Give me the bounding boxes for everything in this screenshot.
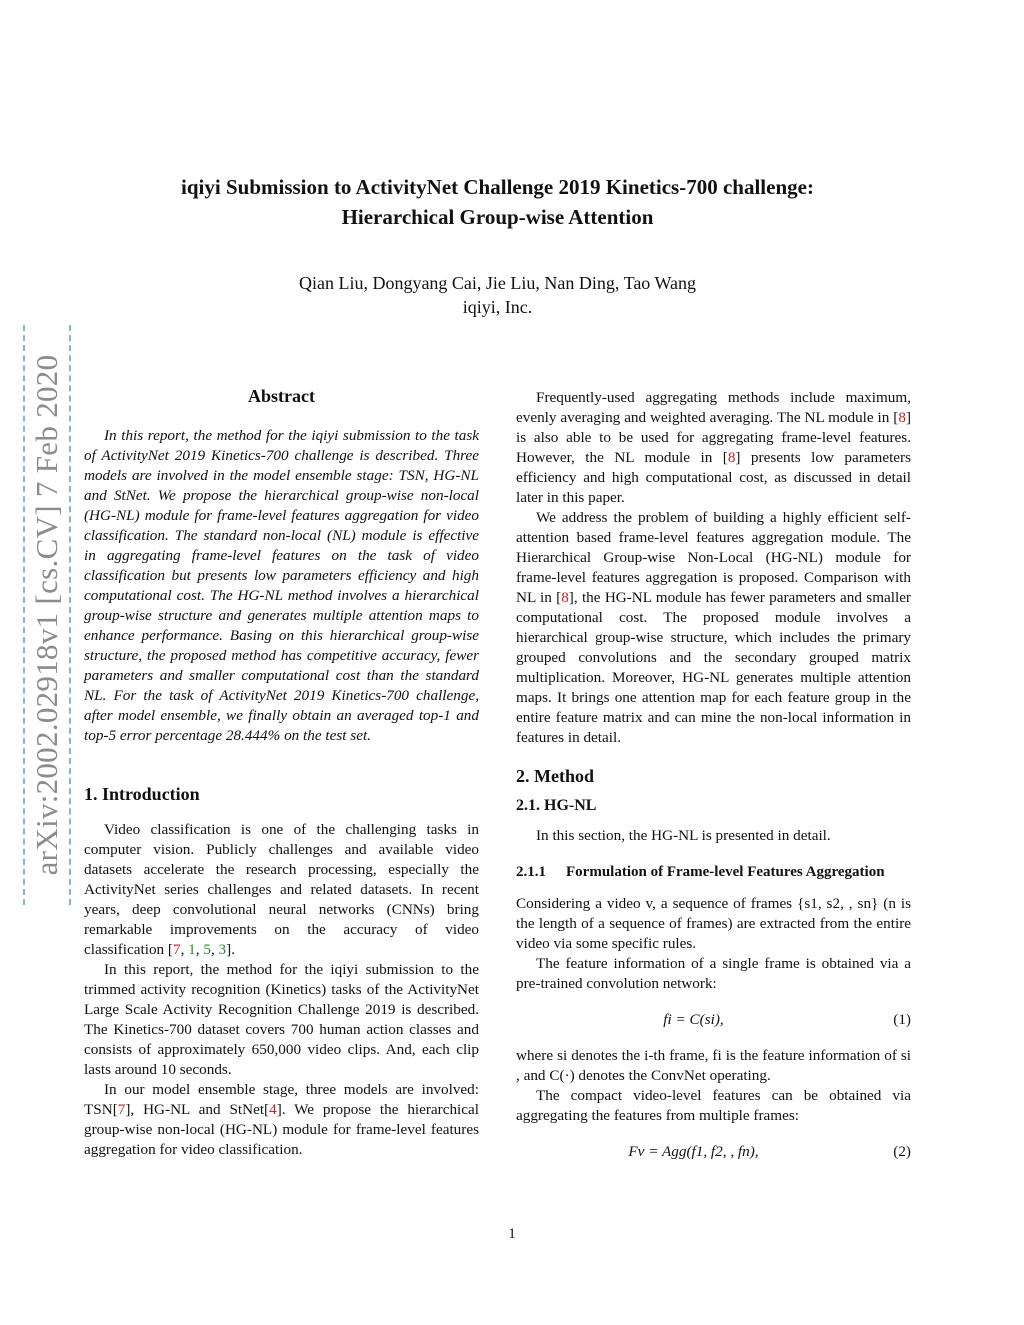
cite-sep: , (195, 941, 204, 958)
right-paragraph-1 (516, 388, 911, 508)
citation-link[interactable]: 8 (898, 409, 906, 426)
right-p2-text: ], the HG-NL module has fewer parameters and smaller computational cost. The proposed module involves a hierarchical group-wise structure, which includes the primary grouped convolutions and the secondary grouped matrix multiplication. Moreover, HG-NL generates multiple attention maps. It brings one attention map for each feature group in the entire feature matrix and can mine the non-local information in features in detail. (516, 589, 911, 746)
paper-title (90, 172, 905, 232)
title-line-2: Hierarchical Group-wise Attention (341, 205, 654, 229)
cite-end: ]. (226, 941, 235, 958)
citation-link[interactable]: 7 (172, 941, 181, 958)
method-heading: 2. Method (516, 766, 594, 786)
intro-paragraph-1 (84, 820, 479, 960)
citation-link[interactable]: 8 (561, 589, 569, 606)
subsection-heading (516, 862, 911, 882)
page-number: 1 (508, 1226, 516, 1242)
arxiv-id: arXiv:2002.02918v1 [cs.CV] 7 Feb 2020 (29, 354, 64, 876)
subsection-title: Formulation of Frame-level Features Aggregation (566, 864, 885, 880)
intro-heading: 1. Introduction (84, 784, 200, 804)
left-column (84, 386, 479, 1160)
right-p2-text: We address the problem of building a highly efficient self-attention based frame-level features aggregation module. The Hierarchical Group-wise Non-Local (HG-NL) module for frame-level features aggregation is proposed. Comparison with NL in [ (516, 509, 911, 606)
author-block (90, 271, 905, 319)
citation-link[interactable]: 3 (218, 941, 227, 958)
equation-1-number: (1) (893, 1011, 911, 1028)
intro-paragraph-2: In this report, the method for the iqiyi submission to the trimmed activity recognition (Kinetics) tasks of the ActivityNet Large Scale Activity Recognition Challenge 2019 is described. The Kinetics-700 dataset covers 700 human action classes and consists of approximately 650,000 video clips. And, each clip lasts around 10 seconds. (84, 961, 479, 1078)
title-line-1: iqiyi Submission to ActivityNet Challenge 2019 Kinetics-700 challenge: (181, 175, 814, 199)
equation-1-expression: fi = C(si), (663, 1011, 724, 1028)
intro-p3-text: ]. We propose the hierarchical group-wise non-local (HG-NL) module for frame-level features aggregation for video classification. (84, 1101, 479, 1158)
hgnl-intro: In this section, the HG-NL is presented in detail. (536, 827, 831, 844)
abstract-heading: Abstract (248, 386, 315, 406)
right-p1-text: ] presents low parameters efficiency and high computational cost, as discussed in detail later in this paper. (516, 449, 911, 506)
equation-1 (516, 1010, 911, 1030)
citation-link[interactable]: 5 (203, 941, 211, 958)
cite-sep: , (180, 941, 189, 958)
subsection-number: 2.1.1 (516, 864, 546, 880)
formulation-paragraph-4: The compact video-level features can be obtained via aggregating the features from multiple frames: (516, 1087, 911, 1124)
citation-link[interactable]: 4 (269, 1101, 277, 1118)
citation-link[interactable]: 8 (727, 449, 736, 466)
hgnl-heading: 2.1. HG-NL (516, 797, 597, 814)
citation-link[interactable]: 1 (188, 941, 196, 958)
intro-p3-text: In our model ensemble stage, three models are involved: TSN[ (84, 1081, 479, 1118)
right-column (516, 388, 911, 1162)
right-p1-text: ] is also able to be used for aggregating frame-level features. However, the NL module in [ (516, 409, 911, 466)
equation-2-number: (2) (893, 1143, 911, 1160)
equation-2-expression: Fv = Agg(f1, f2, , fn), (628, 1143, 759, 1160)
right-paragraph-2 (516, 508, 911, 748)
equation-2 (516, 1142, 911, 1162)
formulation-paragraph-2: The feature information of a single frame is obtained via a pre-trained convolution network: (516, 955, 911, 992)
intro-p3-text: ], HG-NL and StNet[ (125, 1101, 270, 1118)
cite-sep: , (210, 941, 219, 958)
citation-link[interactable]: 7 (117, 1101, 126, 1118)
abstract-text: In this report, the method for the iqiyi submission to the task of ActivityNet 2019 Kinetics-700 challenge is described. Three models are involved in the model ensemble stage: TSN, HG-NL and StNet. We propose the hierarchical group-wise non-local (HG-NL) module for frame-level features aggregation for video classification. The standard non-local (NL) module is effective in aggregating frame-level features on the task of video classification but presents low parameters efficiency and high computational cost. The HG-NL method involves a hierarchical group-wise structure and generates multiple attention maps to enhance performance. Basing on this hierarchical group-wise structure, the proposed method has competitive accuracy, fewer parameters and smaller computational cost than the standard NL. For the task of ActivityNet 2019 Kinetics-700 challenge, after model ensemble, we finally obtain an averaged top-1 and top-5 error percentage 28.444% on the test set. (84, 427, 479, 744)
right-p1-text: Frequently-used aggregating methods include maximum, evenly averaging and weighted averaging. The NL module in [ (516, 389, 911, 426)
affiliation: iqiyi, Inc. (462, 297, 533, 317)
formulation-paragraph-1: Considering a video v, a sequence of frames {s1, s2, , sn} (n is the length of a sequence of frames) are extracted from the entire video via some specific rules. (516, 895, 911, 952)
authors: Qian Liu, Dongyang Cai, Jie Liu, Nan Ding, Tao Wang (298, 273, 697, 293)
intro-p1-text: Video classification is one of the challenging tasks in computer vision. Publicly challenges and available video datasets accelerate the research processing, especially the ActivityNet series challenges and related datasets. In recent years, deep convolutional neural networks (CNNs) bring remarkable improvements on the accuracy of video classification [ (84, 821, 479, 958)
formulation-paragraph-3: where si denotes the i-th frame, fi is the feature information of si , and C(·) denotes the ConvNet operating. (516, 1047, 911, 1084)
intro-paragraph-3 (84, 1080, 479, 1160)
